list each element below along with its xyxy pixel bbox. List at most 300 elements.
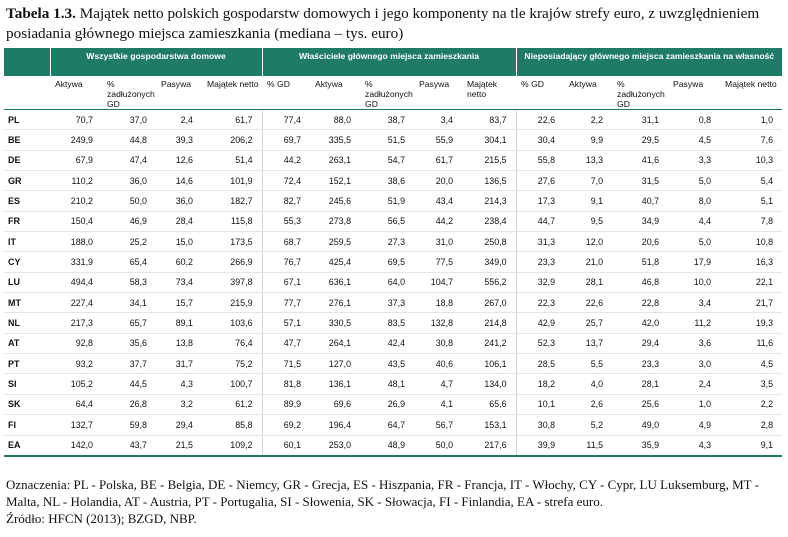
- value-cell: 65,4: [102, 252, 156, 272]
- value-cell: 250,8: [462, 232, 516, 252]
- value-cell: 4,4: [668, 211, 720, 231]
- value-cell: 245,6: [310, 191, 360, 211]
- value-cell: 0,8: [668, 110, 720, 130]
- value-cell: 152,1: [310, 171, 360, 191]
- value-cell: 34,1: [102, 293, 156, 313]
- value-cell: 68,7: [262, 232, 310, 252]
- value-cell: 188,0: [50, 232, 102, 252]
- country-code-cell: MT: [4, 293, 50, 313]
- value-cell: 48,1: [360, 374, 414, 394]
- value-cell: 142,0: [50, 435, 102, 456]
- value-cell: 4,3: [156, 374, 202, 394]
- value-cell: 72,4: [262, 171, 310, 191]
- value-cell: 217,3: [50, 313, 102, 333]
- value-cell: 263,1: [310, 150, 360, 170]
- value-cell: 3,4: [668, 293, 720, 313]
- value-cell: 4,9: [668, 415, 720, 435]
- caption-text: Majątek netto polskich gospodarstw domowych i jego komponenty na tle krajów strefy euro, z uwzględnieniem posiadania głównego miejsca zamieszkania (mediana – tys. euro): [6, 5, 760, 42]
- value-cell: 20,6: [612, 232, 668, 252]
- value-cell: 276,1: [310, 293, 360, 313]
- value-cell: 35,6: [102, 333, 156, 353]
- table-row: [4, 435, 782, 456]
- value-cell: 214,3: [462, 191, 516, 211]
- value-cell: 34,9: [612, 211, 668, 231]
- value-cell: 77,7: [262, 293, 310, 313]
- value-cell: 61,2: [202, 394, 262, 414]
- value-cell: 32,9: [516, 272, 564, 292]
- value-cell: 22,8: [612, 293, 668, 313]
- table-row: [4, 252, 782, 272]
- country-code-cell: FI: [4, 415, 50, 435]
- value-cell: 46,9: [102, 211, 156, 231]
- value-cell: 44,2: [262, 150, 310, 170]
- value-cell: 55,3: [262, 211, 310, 231]
- value-cell: 42,0: [612, 313, 668, 333]
- table-row: [4, 191, 782, 211]
- value-cell: 37,0: [102, 110, 156, 130]
- value-cell: 43,5: [360, 354, 414, 374]
- value-cell: 69,6: [310, 394, 360, 414]
- value-cell: 7,6: [720, 130, 782, 150]
- value-cell: 210,2: [50, 191, 102, 211]
- value-cell: 18,2: [516, 374, 564, 394]
- sub-header: % GD: [516, 76, 564, 110]
- value-cell: 109,2: [202, 435, 262, 456]
- value-cell: 331,9: [50, 252, 102, 272]
- value-cell: 31,1: [612, 110, 668, 130]
- table-body: [4, 110, 782, 456]
- value-cell: 1,0: [668, 394, 720, 414]
- value-cell: 83,5: [360, 313, 414, 333]
- value-cell: 56,5: [360, 211, 414, 231]
- country-code-cell: DE: [4, 150, 50, 170]
- value-cell: 17,3: [516, 191, 564, 211]
- value-cell: 61,7: [414, 150, 462, 170]
- value-cell: 4,5: [720, 354, 782, 374]
- value-cell: 349,0: [462, 252, 516, 272]
- value-cell: 69,7: [262, 130, 310, 150]
- value-cell: 25,6: [612, 394, 668, 414]
- value-cell: 75,2: [202, 354, 262, 374]
- value-cell: 38,6: [360, 171, 414, 191]
- data-table: [4, 48, 782, 457]
- value-cell: 52,3: [516, 333, 564, 353]
- value-cell: 227,4: [50, 293, 102, 313]
- country-code-cell: AT: [4, 333, 50, 353]
- value-cell: 38,7: [360, 110, 414, 130]
- value-cell: 330,5: [310, 313, 360, 333]
- value-cell: 48,9: [360, 435, 414, 456]
- country-code-cell: FR: [4, 211, 50, 231]
- table-row: [4, 333, 782, 353]
- value-cell: 37,7: [102, 354, 156, 374]
- value-cell: 82,7: [262, 191, 310, 211]
- value-cell: 44,2: [414, 211, 462, 231]
- value-cell: 4,1: [414, 394, 462, 414]
- value-cell: 64,7: [360, 415, 414, 435]
- value-cell: 21,0: [564, 252, 612, 272]
- value-cell: 92,8: [50, 333, 102, 353]
- value-cell: 64,0: [360, 272, 414, 292]
- value-cell: 23,3: [612, 354, 668, 374]
- value-cell: 28,1: [612, 374, 668, 394]
- value-cell: 60,2: [156, 252, 202, 272]
- value-cell: 249,9: [50, 130, 102, 150]
- value-cell: 26,8: [102, 394, 156, 414]
- value-cell: 50,0: [414, 435, 462, 456]
- value-cell: 106,1: [462, 354, 516, 374]
- value-cell: 7,8: [720, 211, 782, 231]
- value-cell: 54,7: [360, 150, 414, 170]
- country-code-cell: PT: [4, 354, 50, 374]
- table-row: [4, 211, 782, 231]
- value-cell: 12,6: [156, 150, 202, 170]
- country-code-cell: BE: [4, 130, 50, 150]
- value-cell: 27,6: [516, 171, 564, 191]
- value-cell: 51,4: [202, 150, 262, 170]
- value-cell: 9,9: [564, 130, 612, 150]
- value-cell: 65,7: [102, 313, 156, 333]
- value-cell: 22,1: [720, 272, 782, 292]
- table-row: [4, 150, 782, 170]
- value-cell: 12,0: [564, 232, 612, 252]
- sub-header: Pasywa: [156, 76, 202, 110]
- value-cell: 31,5: [612, 171, 668, 191]
- sub-header-row: [4, 76, 782, 110]
- value-cell: 10,8: [720, 232, 782, 252]
- value-cell: 5,0: [668, 171, 720, 191]
- value-cell: 425,4: [310, 252, 360, 272]
- caption-label: Tabela 1.3.: [6, 5, 76, 22]
- country-code-cell: SK: [4, 394, 50, 414]
- value-cell: 85,8: [202, 415, 262, 435]
- value-cell: 11,2: [668, 313, 720, 333]
- value-cell: 43,7: [102, 435, 156, 456]
- sub-header: Pasywa: [414, 76, 462, 110]
- value-cell: 104,7: [414, 272, 462, 292]
- value-cell: 2,4: [156, 110, 202, 130]
- value-cell: 14,6: [156, 171, 202, 191]
- value-cell: 11,5: [564, 435, 612, 456]
- value-cell: 47,4: [102, 150, 156, 170]
- value-cell: 241,2: [462, 333, 516, 353]
- value-cell: 44,8: [102, 130, 156, 150]
- value-cell: 31,7: [156, 354, 202, 374]
- value-cell: 61,7: [202, 110, 262, 130]
- value-cell: 31,0: [414, 232, 462, 252]
- value-cell: 5,5: [564, 354, 612, 374]
- value-cell: 5,0: [668, 232, 720, 252]
- value-cell: 55,8: [516, 150, 564, 170]
- value-cell: 2,6: [564, 394, 612, 414]
- sub-header: % zadłużonych GD: [612, 76, 668, 110]
- value-cell: 77,4: [262, 110, 310, 130]
- table-caption: [6, 4, 782, 44]
- value-cell: 69,2: [262, 415, 310, 435]
- sub-header: Majątek netto: [462, 76, 516, 110]
- value-cell: 18,8: [414, 293, 462, 313]
- value-cell: 4,5: [668, 130, 720, 150]
- value-cell: 2,4: [668, 374, 720, 394]
- country-code-cell: NL: [4, 313, 50, 333]
- value-cell: 58,3: [102, 272, 156, 292]
- value-cell: 3,2: [156, 394, 202, 414]
- value-cell: 115,8: [202, 211, 262, 231]
- value-cell: 39,3: [156, 130, 202, 150]
- value-cell: 3,5: [720, 374, 782, 394]
- value-cell: 42,9: [516, 313, 564, 333]
- value-cell: 264,1: [310, 333, 360, 353]
- value-cell: 21,5: [156, 435, 202, 456]
- value-cell: 1,0: [720, 110, 782, 130]
- value-cell: 28,4: [156, 211, 202, 231]
- value-cell: 56,7: [414, 415, 462, 435]
- value-cell: 215,9: [202, 293, 262, 313]
- country-code-cell: EA: [4, 435, 50, 456]
- value-cell: 266,9: [202, 252, 262, 272]
- value-cell: 93,2: [50, 354, 102, 374]
- table-row: [4, 130, 782, 150]
- group-header-non-owners: Nieposiadający głównego miejsca zamieszkania na własność: [516, 48, 782, 76]
- table-notes: [6, 476, 782, 527]
- value-cell: 5,1: [720, 191, 782, 211]
- value-cell: 77,5: [414, 252, 462, 272]
- value-cell: 2,8: [720, 415, 782, 435]
- value-cell: 76,7: [262, 252, 310, 272]
- country-code-cell: PL: [4, 110, 50, 130]
- value-cell: 4,0: [564, 374, 612, 394]
- sub-header: Majątek netto: [720, 76, 782, 110]
- value-cell: 55,9: [414, 130, 462, 150]
- value-cell: 22,6: [516, 110, 564, 130]
- value-cell: 3,3: [668, 150, 720, 170]
- country-code-cell: CY: [4, 252, 50, 272]
- value-cell: 41,6: [612, 150, 668, 170]
- value-cell: 27,3: [360, 232, 414, 252]
- value-cell: 28,5: [516, 354, 564, 374]
- value-cell: 5,4: [720, 171, 782, 191]
- value-cell: 9,1: [720, 435, 782, 456]
- value-cell: 8,0: [668, 191, 720, 211]
- value-cell: 136,5: [462, 171, 516, 191]
- value-cell: 71,5: [262, 354, 310, 374]
- value-cell: 64,4: [50, 394, 102, 414]
- value-cell: 76,4: [202, 333, 262, 353]
- value-cell: 73,4: [156, 272, 202, 292]
- value-cell: 30,4: [516, 130, 564, 150]
- value-cell: 304,1: [462, 130, 516, 150]
- value-cell: 29,4: [612, 333, 668, 353]
- value-cell: 50,0: [102, 191, 156, 211]
- value-cell: 173,5: [202, 232, 262, 252]
- value-cell: 494,4: [50, 272, 102, 292]
- value-cell: 29,4: [156, 415, 202, 435]
- value-cell: 238,4: [462, 211, 516, 231]
- value-cell: 46,8: [612, 272, 668, 292]
- table-row: [4, 313, 782, 333]
- table-row: [4, 374, 782, 394]
- sub-header: Aktywa: [564, 76, 612, 110]
- value-cell: 36,0: [102, 171, 156, 191]
- group-header-row: [4, 48, 782, 76]
- value-cell: 2,2: [720, 394, 782, 414]
- sub-header: % zadłużonych GD: [102, 76, 156, 110]
- country-code-cell: ES: [4, 191, 50, 211]
- value-cell: 105,2: [50, 374, 102, 394]
- value-cell: 26,9: [360, 394, 414, 414]
- value-cell: 273,8: [310, 211, 360, 231]
- value-cell: 60,1: [262, 435, 310, 456]
- table-row: [4, 415, 782, 435]
- value-cell: 43,4: [414, 191, 462, 211]
- value-cell: 10,3: [720, 150, 782, 170]
- value-cell: 11,6: [720, 333, 782, 353]
- value-cell: 89,1: [156, 313, 202, 333]
- value-cell: 215,5: [462, 150, 516, 170]
- value-cell: 37,3: [360, 293, 414, 313]
- value-cell: 214,8: [462, 313, 516, 333]
- sub-header: % zadłużonych GD: [360, 76, 414, 110]
- value-cell: 259,5: [310, 232, 360, 252]
- value-cell: 25,7: [564, 313, 612, 333]
- value-cell: 17,9: [668, 252, 720, 272]
- value-cell: 196,4: [310, 415, 360, 435]
- value-cell: 101,9: [202, 171, 262, 191]
- value-cell: 127,0: [310, 354, 360, 374]
- value-cell: 42,4: [360, 333, 414, 353]
- value-cell: 44,5: [102, 374, 156, 394]
- value-cell: 19,3: [720, 313, 782, 333]
- sub-header: Majątek netto: [202, 76, 262, 110]
- legend-note: Oznaczenia: PL - Polska, BE - Belgia, DE - Niemcy, GR - Grecja, ES - Hiszpania, FR - Francja, IT - Włochy, CY - Cypr, LU Luksemburg, MT - Malta, NL - Holandia, AT - Austria, PT - Portugalia, SI - Słowenia, SK - Słowacja, FI - Finlandia, EA - strefa euro.: [6, 477, 759, 509]
- value-cell: 51,5: [360, 130, 414, 150]
- sub-header: Aktywa: [310, 76, 360, 110]
- table-row: [4, 293, 782, 313]
- value-cell: 88,0: [310, 110, 360, 130]
- value-cell: 132,7: [50, 415, 102, 435]
- sub-header: Aktywa: [50, 76, 102, 110]
- value-cell: 67,1: [262, 272, 310, 292]
- value-cell: 35,9: [612, 435, 668, 456]
- table-row: [4, 272, 782, 292]
- value-cell: 20,0: [414, 171, 462, 191]
- value-cell: 556,2: [462, 272, 516, 292]
- sub-header-empty: [4, 76, 50, 110]
- value-cell: 16,3: [720, 252, 782, 272]
- value-cell: 13,3: [564, 150, 612, 170]
- value-cell: 4,7: [414, 374, 462, 394]
- value-cell: 3,0: [668, 354, 720, 374]
- table-row: [4, 171, 782, 191]
- value-cell: 51,8: [612, 252, 668, 272]
- value-cell: 49,0: [612, 415, 668, 435]
- value-cell: 44,7: [516, 211, 564, 231]
- group-header-all: Wszystkie gospodarstwa domowe: [50, 48, 262, 76]
- value-cell: 28,1: [564, 272, 612, 292]
- corner-cell: [4, 48, 50, 76]
- country-code-cell: GR: [4, 171, 50, 191]
- value-cell: 40,7: [612, 191, 668, 211]
- value-cell: 23,3: [516, 252, 564, 272]
- value-cell: 40,6: [414, 354, 462, 374]
- value-cell: 7,0: [564, 171, 612, 191]
- value-cell: 134,0: [462, 374, 516, 394]
- value-cell: 3,6: [668, 333, 720, 353]
- value-cell: 9,1: [564, 191, 612, 211]
- value-cell: 22,3: [516, 293, 564, 313]
- table-row: [4, 394, 782, 414]
- value-cell: 15,0: [156, 232, 202, 252]
- country-code-cell: LU: [4, 272, 50, 292]
- value-cell: 150,4: [50, 211, 102, 231]
- value-cell: 13,7: [564, 333, 612, 353]
- value-cell: 83,7: [462, 110, 516, 130]
- value-cell: 67,9: [50, 150, 102, 170]
- value-cell: 59,8: [102, 415, 156, 435]
- value-cell: 81,8: [262, 374, 310, 394]
- value-cell: 30,8: [516, 415, 564, 435]
- value-cell: 267,0: [462, 293, 516, 313]
- value-cell: 51,9: [360, 191, 414, 211]
- value-cell: 182,7: [202, 191, 262, 211]
- value-cell: 5,2: [564, 415, 612, 435]
- value-cell: 10,1: [516, 394, 564, 414]
- table-row: [4, 110, 782, 130]
- value-cell: 47,7: [262, 333, 310, 353]
- sub-header: % GD: [262, 76, 310, 110]
- value-cell: 57,1: [262, 313, 310, 333]
- value-cell: 29,5: [612, 130, 668, 150]
- source-note: Źródło: HFCN (2013); BZGD, NBP.: [6, 511, 197, 526]
- value-cell: 70,7: [50, 110, 102, 130]
- value-cell: 153,1: [462, 415, 516, 435]
- value-cell: 39,9: [516, 435, 564, 456]
- value-cell: 69,5: [360, 252, 414, 272]
- value-cell: 30,8: [414, 333, 462, 353]
- value-cell: 89,9: [262, 394, 310, 414]
- value-cell: 110,2: [50, 171, 102, 191]
- country-code-cell: SI: [4, 374, 50, 394]
- value-cell: 10,0: [668, 272, 720, 292]
- value-cell: 206,2: [202, 130, 262, 150]
- value-cell: 65,6: [462, 394, 516, 414]
- value-cell: 21,7: [720, 293, 782, 313]
- value-cell: 13,8: [156, 333, 202, 353]
- value-cell: 397,8: [202, 272, 262, 292]
- value-cell: 217,6: [462, 435, 516, 456]
- value-cell: 136,1: [310, 374, 360, 394]
- value-cell: 103,6: [202, 313, 262, 333]
- value-cell: 9,5: [564, 211, 612, 231]
- value-cell: 636,1: [310, 272, 360, 292]
- value-cell: 4,3: [668, 435, 720, 456]
- table-row: [4, 354, 782, 374]
- value-cell: 132,8: [414, 313, 462, 333]
- value-cell: 25,2: [102, 232, 156, 252]
- value-cell: 22,6: [564, 293, 612, 313]
- value-cell: 100,7: [202, 374, 262, 394]
- value-cell: 2,2: [564, 110, 612, 130]
- value-cell: 36,0: [156, 191, 202, 211]
- group-header-owners: Właściciele głównego miejsca zamieszkania: [262, 48, 516, 76]
- country-code-cell: IT: [4, 232, 50, 252]
- value-cell: 253,0: [310, 435, 360, 456]
- value-cell: 31,3: [516, 232, 564, 252]
- table-row: [4, 232, 782, 252]
- value-cell: 335,5: [310, 130, 360, 150]
- sub-header: Pasywa: [668, 76, 720, 110]
- value-cell: 15,7: [156, 293, 202, 313]
